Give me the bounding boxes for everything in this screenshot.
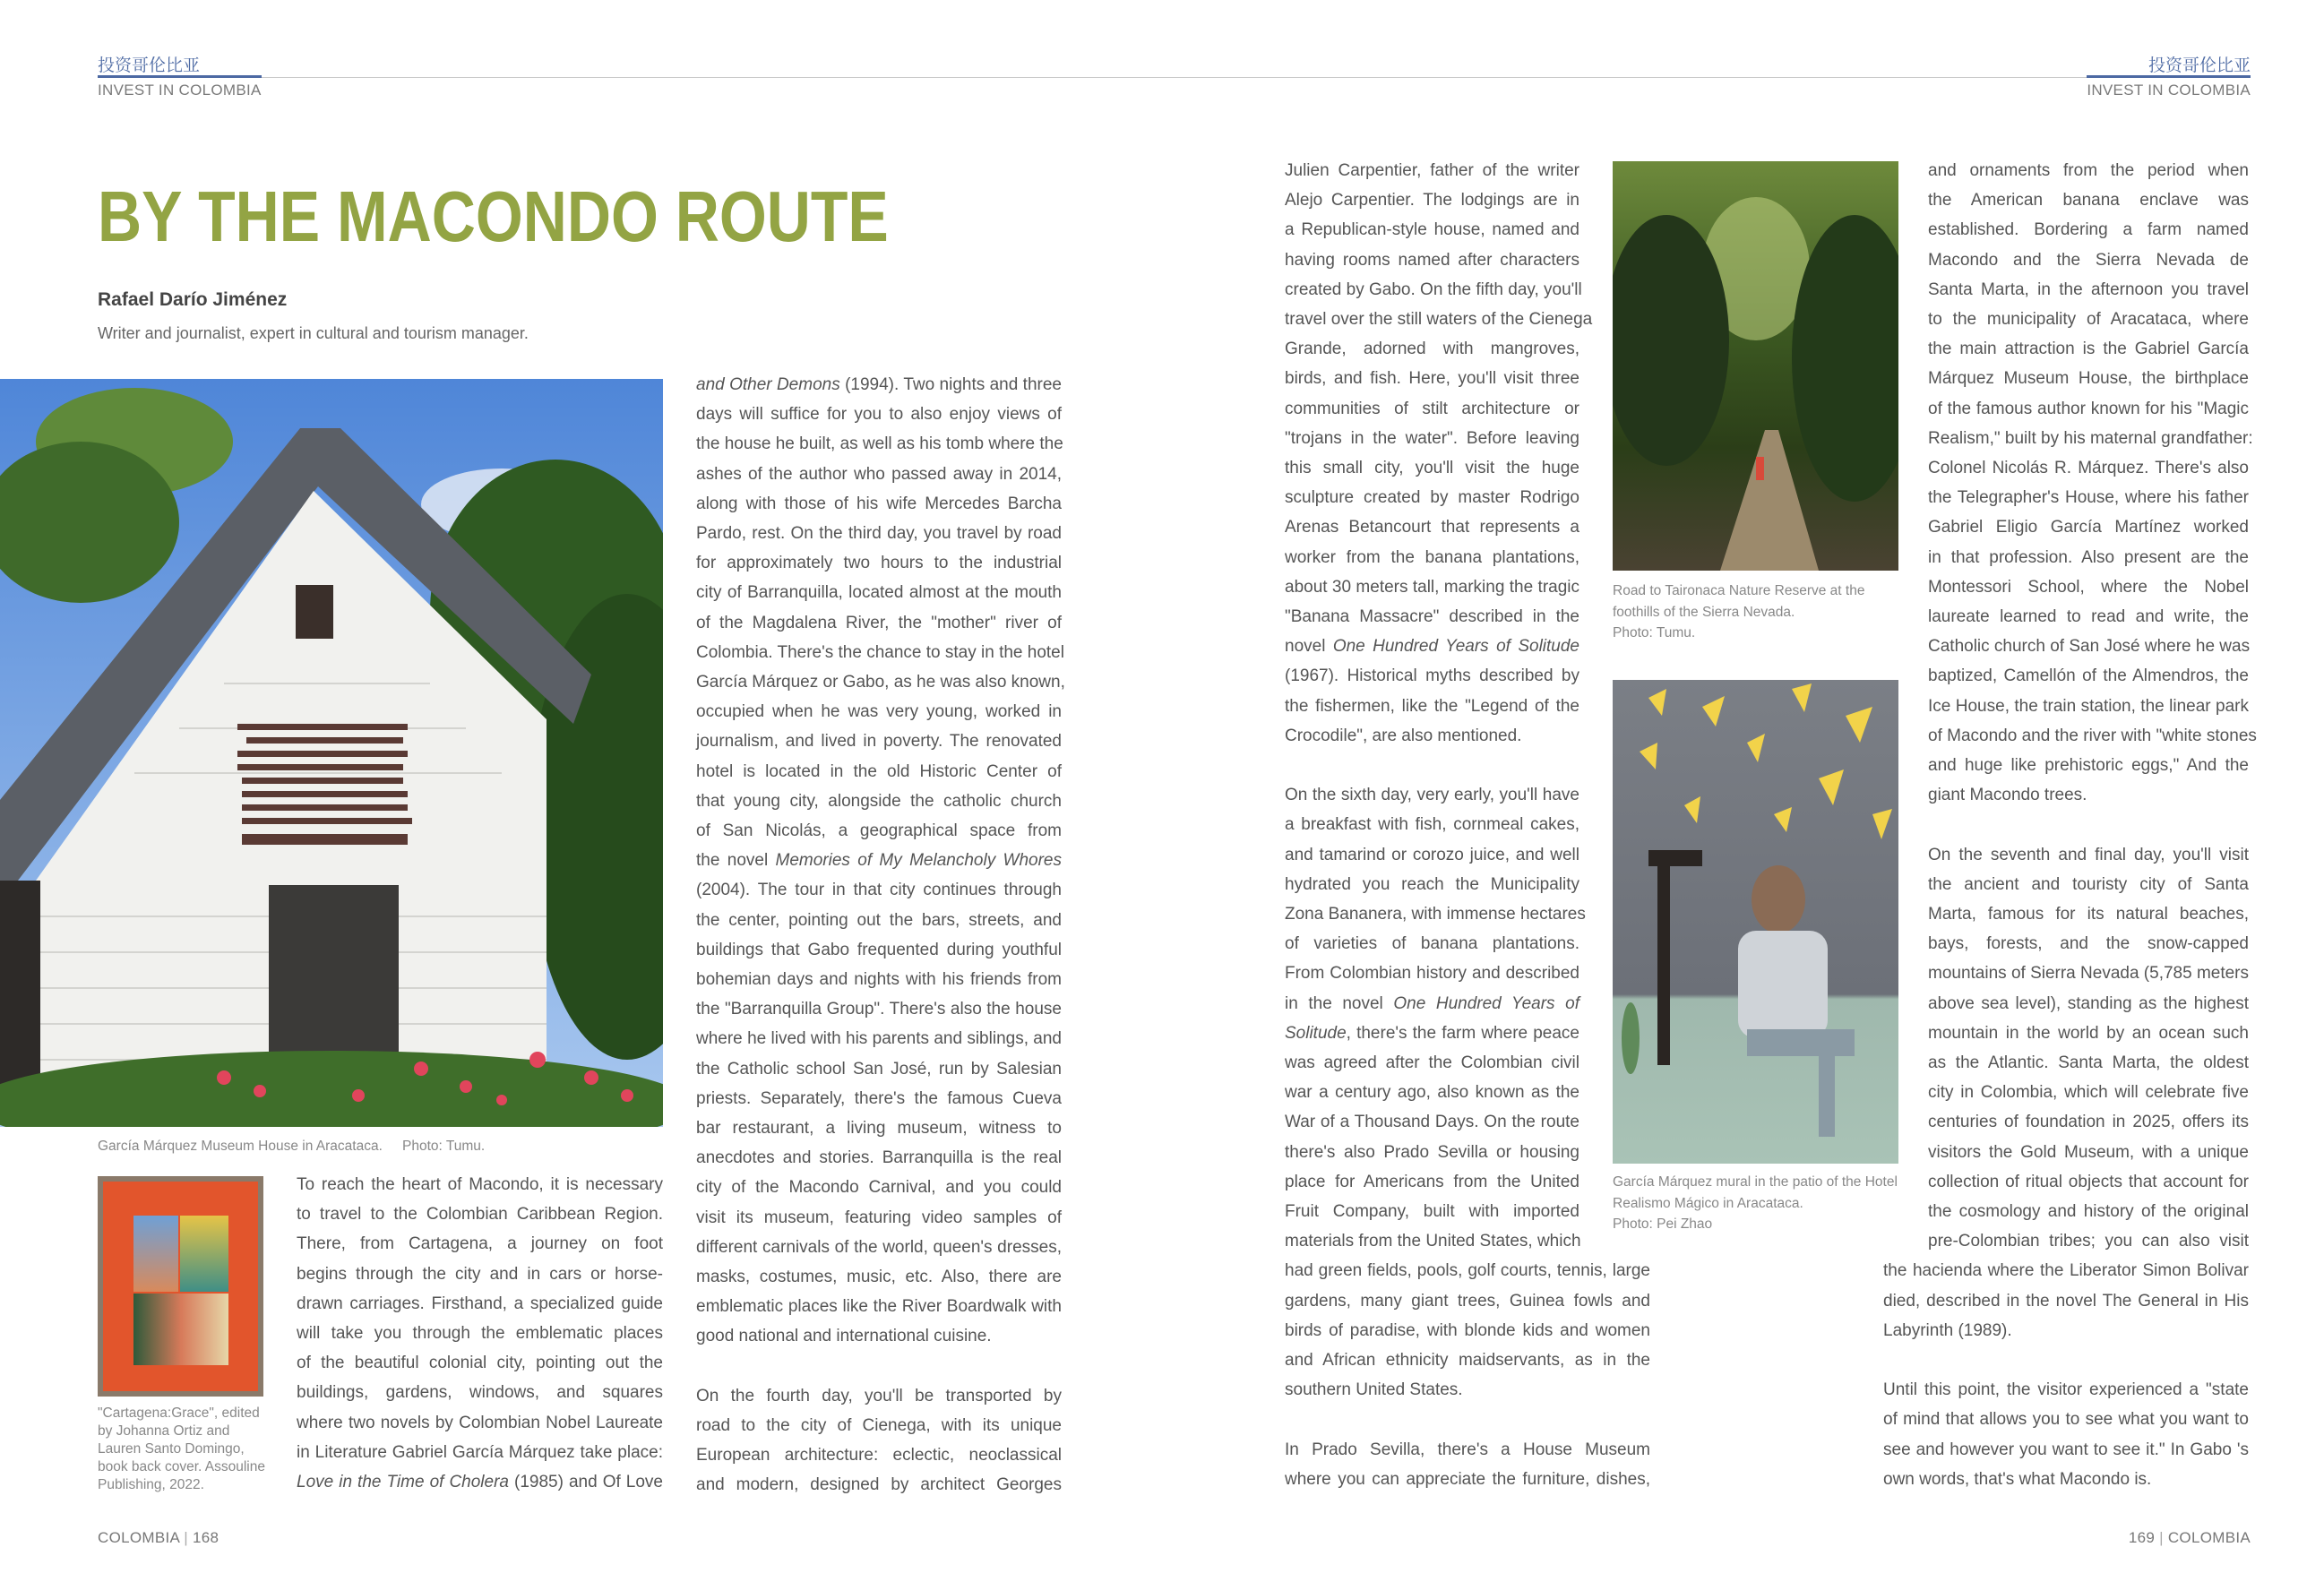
body-text-line: Gabriel Eligio García Martínez worked bbox=[1928, 518, 2249, 537]
body-text-line: centuries of foundation in 2025, offers its bbox=[1928, 1113, 2249, 1132]
body-text-line: There, from Cartagena, a journey on foot bbox=[297, 1234, 663, 1254]
body-text-line: had green fields, pools, golf courts, tennis, large bbox=[1285, 1261, 1650, 1281]
body-text-line: to the municipality of Aracataca, where bbox=[1928, 310, 2249, 329]
body-text-line: place for Americans from the United bbox=[1285, 1172, 1579, 1191]
museum-house-caption: García Márquez Museum House in Aracataca. bbox=[98, 1139, 383, 1154]
body-text-line: of the beautiful colonial city, pointing out the bbox=[297, 1354, 663, 1373]
body-text-line: materials from the United States, which bbox=[1285, 1232, 1581, 1251]
body-text-line: Marta, famous for its natural beaches, bbox=[1928, 905, 2249, 924]
body-text-line: Until this point, the visitor experienced a "state bbox=[1883, 1380, 2249, 1400]
body-text-line: Colombia. There's the chance to stay in the hotel bbox=[696, 642, 1064, 662]
body-text-line: and Other Demons (1994). Two nights and three bbox=[696, 375, 1062, 394]
body-text-line: having rooms named after characters bbox=[1285, 250, 1579, 270]
author-name: Rafael Darío Jiménez bbox=[98, 289, 288, 310]
book-title: Solitude bbox=[1285, 1023, 1347, 1043]
caption-line: Road to Taironaca Nature Reserve at the bbox=[1613, 583, 1865, 598]
body-text-line: García Márquez or Gabo, as he was also known, bbox=[696, 673, 1065, 692]
body-text-line: and huge like prehistoric eggs," And the bbox=[1928, 756, 2249, 775]
body-text-line: masks, costumes, music, etc. Also, there are bbox=[696, 1268, 1062, 1286]
body-text-line: bar restaurant, a living museum, witness to bbox=[696, 1119, 1062, 1138]
body-text-line: Solitude, there's the farm where peace bbox=[1285, 1023, 1579, 1043]
body-text-line: about 30 meters tall, marking the tragic bbox=[1285, 577, 1579, 597]
body-text-line: along with those of his wife Mercedes Barcha bbox=[696, 494, 1062, 513]
body-text-line: the center, pointing out the bars, streets, and bbox=[696, 910, 1062, 930]
caption-line: book back cover. Assouline bbox=[98, 1459, 265, 1474]
section-label-en-right: INVEST IN COLOMBIA bbox=[2087, 82, 2251, 99]
body-text-line: of San Nicolás, a geographical space from bbox=[696, 821, 1062, 840]
body-text-line: Catholic church of San José where he was bbox=[1928, 637, 2251, 657]
body-text-line: of mind that allows you to see what you want to bbox=[1883, 1410, 2249, 1430]
body-text-line: that young city, alongside the catholic church bbox=[696, 791, 1062, 811]
footer-separator: | bbox=[184, 1529, 188, 1546]
body-text-line: journalism, and lived in poverty. The renovated bbox=[696, 732, 1062, 752]
body-text-line: see and however you want to see it." In Gabo 's bbox=[1883, 1440, 2249, 1459]
body-text-line: Arenas Betancourt that represents a bbox=[1285, 518, 1579, 537]
body-text-line: bays, forests, and the snow-capped bbox=[1928, 934, 2249, 954]
body-text-line: this small city, you'll visit the huge bbox=[1285, 459, 1579, 477]
body-text-line: the novel Memories of My Melancholy Whores bbox=[696, 851, 1062, 871]
body-text-line: in the novel One Hundred Years of bbox=[1285, 993, 1579, 1013]
body-text-line: Crocodile", are also mentioned. bbox=[1285, 726, 1522, 745]
body-text-line: own words, that's what Macondo is. bbox=[1883, 1469, 2152, 1489]
caption-line: Realismo Mágico in Aracataca. bbox=[1613, 1195, 1803, 1211]
body-text-line: hydrated you reach the Municipality bbox=[1285, 874, 1579, 894]
author-bio: Writer and journalist, expert in cultural and tourism manager. bbox=[98, 324, 529, 342]
body-text-line: Colonel Nicolás R. Márquez. There's also bbox=[1928, 459, 2249, 477]
body-text-line: established. Bordering a farm named bbox=[1928, 220, 2249, 240]
footer-magazine: COLOMBIA bbox=[98, 1529, 180, 1546]
body-text-line: ashes of the author who passed away in 2014, bbox=[696, 464, 1062, 484]
body-text-line: and ornaments from the period when bbox=[1928, 161, 2249, 180]
section-label-cn-right: 投资哥伦比亚 bbox=[2148, 56, 2251, 75]
body-text-line: and modern, designed by architect Georges bbox=[696, 1475, 1062, 1495]
body-text-line: city of the Macondo Carnival, and you could bbox=[696, 1178, 1062, 1198]
body-text-line: Pardo, rest. On the third day, you travel by road bbox=[696, 524, 1062, 543]
body-text-line: From Colombian history and described bbox=[1285, 964, 1579, 984]
body-text-line: Grande, adorned with mangroves, bbox=[1285, 340, 1579, 359]
section-label-en-left: INVEST IN COLOMBIA bbox=[98, 82, 262, 99]
body-text-line: emblematic places like the River Boardwalk with bbox=[696, 1297, 1062, 1317]
body-text-line: buildings that Gabo frequented during youthful bbox=[696, 940, 1062, 959]
body-text-line: a Republican-style house, named and bbox=[1285, 220, 1579, 240]
body-text-line: Love in the Time of Cholera (1985) and Of Love bbox=[297, 1473, 664, 1491]
body-text-line: giant Macondo trees. bbox=[1928, 786, 2087, 805]
body-text-line: above sea level), standing as the highest bbox=[1928, 993, 2249, 1013]
body-text-line: Alejo Carpentier. The lodgings are in bbox=[1285, 191, 1579, 211]
body-text-line: where two novels by Colombian Nobel Laureate bbox=[297, 1413, 663, 1432]
page-number: 168 bbox=[192, 1529, 219, 1546]
body-text-line: novel One Hundred Years of Solitude bbox=[1285, 637, 1579, 657]
body-text-line: of the famous author known for his "Magic bbox=[1928, 399, 2249, 418]
body-text-line: visitors the Gold Museum, with a unique bbox=[1928, 1142, 2249, 1162]
footer-right bbox=[2129, 1529, 2251, 1547]
body-text-line: priests. Separately, there's the famous Cueva bbox=[696, 1088, 1062, 1108]
caption-line: Lauren Santo Domingo, bbox=[98, 1441, 245, 1457]
body-text-line: worker from the banana plantations, bbox=[1285, 547, 1579, 567]
article-title: BY THE MACONDO ROUTE bbox=[98, 176, 889, 256]
footer-left bbox=[98, 1529, 219, 1547]
body-text-line: the main attraction is the Gabriel García bbox=[1928, 340, 2249, 359]
body-text-line: in that profession. Also present are the bbox=[1928, 547, 2249, 567]
body-text-line: war a century ago, also known as the bbox=[1285, 1083, 1579, 1103]
body-text-line: drawn carriages. Firsthand, a specialized guide bbox=[297, 1294, 663, 1313]
body-text-line: city of Barranquilla, located almost at the mouth bbox=[696, 583, 1062, 603]
museum-house-credit: Photo: Tumu. bbox=[402, 1139, 486, 1154]
body-text-line: the "Barranquilla Group". There's also the house bbox=[696, 1000, 1062, 1019]
caption-line: García Márquez mural in the patio of the Hotel bbox=[1613, 1174, 1898, 1190]
body-text-line: On the fourth day, you'll be transported by bbox=[696, 1386, 1062, 1405]
body-text-line: of varieties of banana plantations. bbox=[1285, 934, 1579, 954]
body-text-line: birds of paradise, with blonde kids and women bbox=[1285, 1320, 1650, 1340]
body-text-line: and African ethnicity maidservants, as in the bbox=[1285, 1351, 1650, 1370]
body-text-line: southern United States. bbox=[1285, 1380, 1463, 1400]
footer-separator: | bbox=[2159, 1529, 2164, 1546]
body-text-line: visit its museum, featuring video samples of bbox=[696, 1208, 1062, 1227]
body-text-line: the Telegrapher's House, where his father bbox=[1928, 488, 2249, 508]
body-text-line: European architecture: eclectic, neoclassical bbox=[696, 1446, 1062, 1466]
body-text-line: Montessori School, where the Nobel bbox=[1928, 577, 2249, 597]
road-photo bbox=[1613, 161, 1898, 571]
body-text-line: begins through the city and in cars or horse- bbox=[297, 1264, 663, 1284]
body-text-line: and tamarind or corozo juice, and well bbox=[1285, 845, 1579, 864]
body-text-line: good national and international cuisine. bbox=[696, 1327, 992, 1346]
body-text-line: bohemian days and nights with his friends from bbox=[696, 970, 1062, 989]
body-text-line: hotel is located in the old Historic Center of bbox=[696, 761, 1062, 781]
body-text-line: the American banana enclave was bbox=[1928, 191, 2249, 211]
body-text-line: to travel to the Colombian Caribbean Region. bbox=[297, 1205, 663, 1225]
book-title: Memories of My Melancholy Whores bbox=[775, 851, 1062, 871]
body-text-line: as the Atlantic. Santa Marta, the oldest bbox=[1928, 1053, 2249, 1072]
body-text-line: the fishermen, like the "Legend of the bbox=[1285, 696, 1579, 716]
body-text-line: Zona Bananera, with immense hectares bbox=[1285, 905, 1586, 924]
caption-line: Photo: Pei Zhao bbox=[1613, 1216, 1713, 1232]
body-text-line: the hacienda where the Liberator Simon Bolivar bbox=[1883, 1261, 2249, 1281]
body-text-line: different carnivals of the world, queen's dresses, bbox=[696, 1237, 1062, 1257]
body-text-line: city in Colombia, which will celebrate five bbox=[1928, 1083, 2249, 1103]
body-text-line: where you can appreciate the furniture, dishes, bbox=[1285, 1469, 1650, 1489]
body-text-line: died, described in the novel The General in His bbox=[1883, 1291, 2249, 1311]
body-text-line: birds, and fish. Here, you'll visit three bbox=[1285, 369, 1579, 389]
book-title: One Hundred Years of bbox=[1393, 993, 1579, 1013]
body-text-line: in Literature Gabriel García Márquez take place: bbox=[297, 1442, 663, 1462]
body-text-line: (2004). The tour in that city continues through bbox=[696, 881, 1062, 900]
body-text-line: the ancient and touristy city of Santa bbox=[1928, 874, 2249, 894]
body-text-line: Julien Carpentier, father of the writer bbox=[1285, 161, 1579, 180]
body-text-line: baptized, Camellón of the Almendros, the bbox=[1928, 666, 2249, 686]
body-text-line: days will suffice for you to also enjoy views of bbox=[696, 405, 1062, 425]
body-text-line: mountain in the world by an ocean such bbox=[1928, 1023, 2249, 1043]
body-text-line: sculpture created by master Rodrigo bbox=[1285, 488, 1579, 508]
body-text-line: travel over the still waters of the Cienega bbox=[1285, 310, 1593, 329]
mural-photo bbox=[1613, 680, 1898, 1164]
body-text-line: mountains of Sierra Nevada (5,785 meters bbox=[1928, 964, 2250, 984]
caption-line: Publishing, 2022. bbox=[98, 1477, 204, 1492]
body-text-line: (1967). Historical myths described by bbox=[1285, 666, 1579, 686]
body-text-line: collection of ritual objects that account for bbox=[1928, 1172, 2249, 1191]
body-text-line: road to the city of Cienega, with its unique bbox=[696, 1416, 1062, 1435]
body-text-line: of Macondo and the river with "white stones bbox=[1928, 726, 2257, 745]
body-text-line: laureate learned to read and write, the bbox=[1928, 607, 2249, 626]
body-text-line: In Prado Sevilla, there's a House Museum bbox=[1285, 1440, 1650, 1459]
body-text-line: the house he built, as well as his tomb where the bbox=[696, 434, 1063, 454]
body-text-line: Ice House, the train station, the linear park bbox=[1928, 696, 2249, 716]
book-title: and Other Demons bbox=[696, 375, 840, 394]
caption-line: foothills of the Sierra Nevada. bbox=[1613, 604, 1795, 620]
footer-magazine: COLOMBIA bbox=[2167, 1529, 2251, 1546]
body-text-line: where he lived with his parents and siblings, and bbox=[696, 1029, 1062, 1049]
section-label-cn-left: 投资哥伦比亚 bbox=[98, 56, 201, 75]
body-text-line: "trojans in the water". Before leaving bbox=[1285, 428, 1579, 448]
body-text-line: for approximately two hours to the industrial bbox=[696, 554, 1062, 573]
body-text-line: Realism," built by his maternal grandfather: bbox=[1928, 428, 2253, 448]
body-text-line: of the Magdalena River, the "mother" river of bbox=[696, 613, 1062, 632]
body-text-line: buildings, gardens, windows, and squares bbox=[297, 1383, 663, 1403]
header-rule bbox=[98, 77, 2251, 78]
museum-house-photo bbox=[0, 379, 663, 1127]
body-text-line: Santa Marta, in the afternoon you travel bbox=[1928, 279, 2249, 299]
body-text-line: a breakfast with fish, cornmeal cakes, bbox=[1285, 815, 1579, 835]
body-text-line: will take you through the emblematic places bbox=[297, 1324, 663, 1343]
book-title: Love in the Time of Cholera bbox=[297, 1473, 509, 1491]
body-text-line: pre-Colombian tribes; you can also visit bbox=[1928, 1232, 2249, 1251]
body-text-line: To reach the heart of Macondo, it is necessary bbox=[297, 1175, 663, 1194]
body-text-line: there's also Prado Sevilla or housing bbox=[1285, 1142, 1579, 1162]
caption-line: "Cartagena:Grace", edited bbox=[98, 1405, 260, 1421]
body-text-line: On the seventh and final day, you'll visit bbox=[1928, 845, 2249, 864]
body-text-line: On the sixth day, very early, you'll have bbox=[1285, 786, 1579, 805]
body-text-line: the Catholic school San José, run by Salesian bbox=[696, 1059, 1062, 1079]
page-number: 169 bbox=[2128, 1529, 2156, 1546]
body-text-line: Fruit Company, built with imported bbox=[1285, 1202, 1579, 1221]
body-text-line: gardens, many giant trees, Guinea fowls and bbox=[1285, 1291, 1650, 1311]
caption-line: by Johanna Ortiz and bbox=[98, 1423, 230, 1439]
body-text-line: Macondo and the Sierra Nevada de bbox=[1928, 250, 2249, 270]
body-text-line: anecdotes and stories. Barranquilla is the real bbox=[696, 1148, 1062, 1168]
body-text-line: Márquez Museum House, the birthplace bbox=[1928, 369, 2249, 389]
body-text-line: Labyrinth (1989). bbox=[1883, 1320, 2012, 1340]
body-text-line: War of a Thousand Days. On the route bbox=[1285, 1113, 1579, 1132]
body-text-line: created by Gabo. On the fifth day, you'll bbox=[1285, 279, 1582, 299]
body-text-line: occupied when he was very young, worked in bbox=[696, 702, 1062, 722]
body-text-line: "Banana Massacre" described in the bbox=[1285, 607, 1579, 626]
caption-line: Photo: Tumu. bbox=[1613, 625, 1696, 640]
body-text-line: communities of stilt architecture or bbox=[1285, 399, 1579, 418]
book-title: One Hundred Years of Solitude bbox=[1332, 637, 1579, 657]
body-text-line: the cosmology and history of the original bbox=[1928, 1202, 2249, 1221]
book-cover-image bbox=[98, 1176, 263, 1397]
body-text-line: was agreed after the Colombian civil bbox=[1285, 1053, 1579, 1072]
